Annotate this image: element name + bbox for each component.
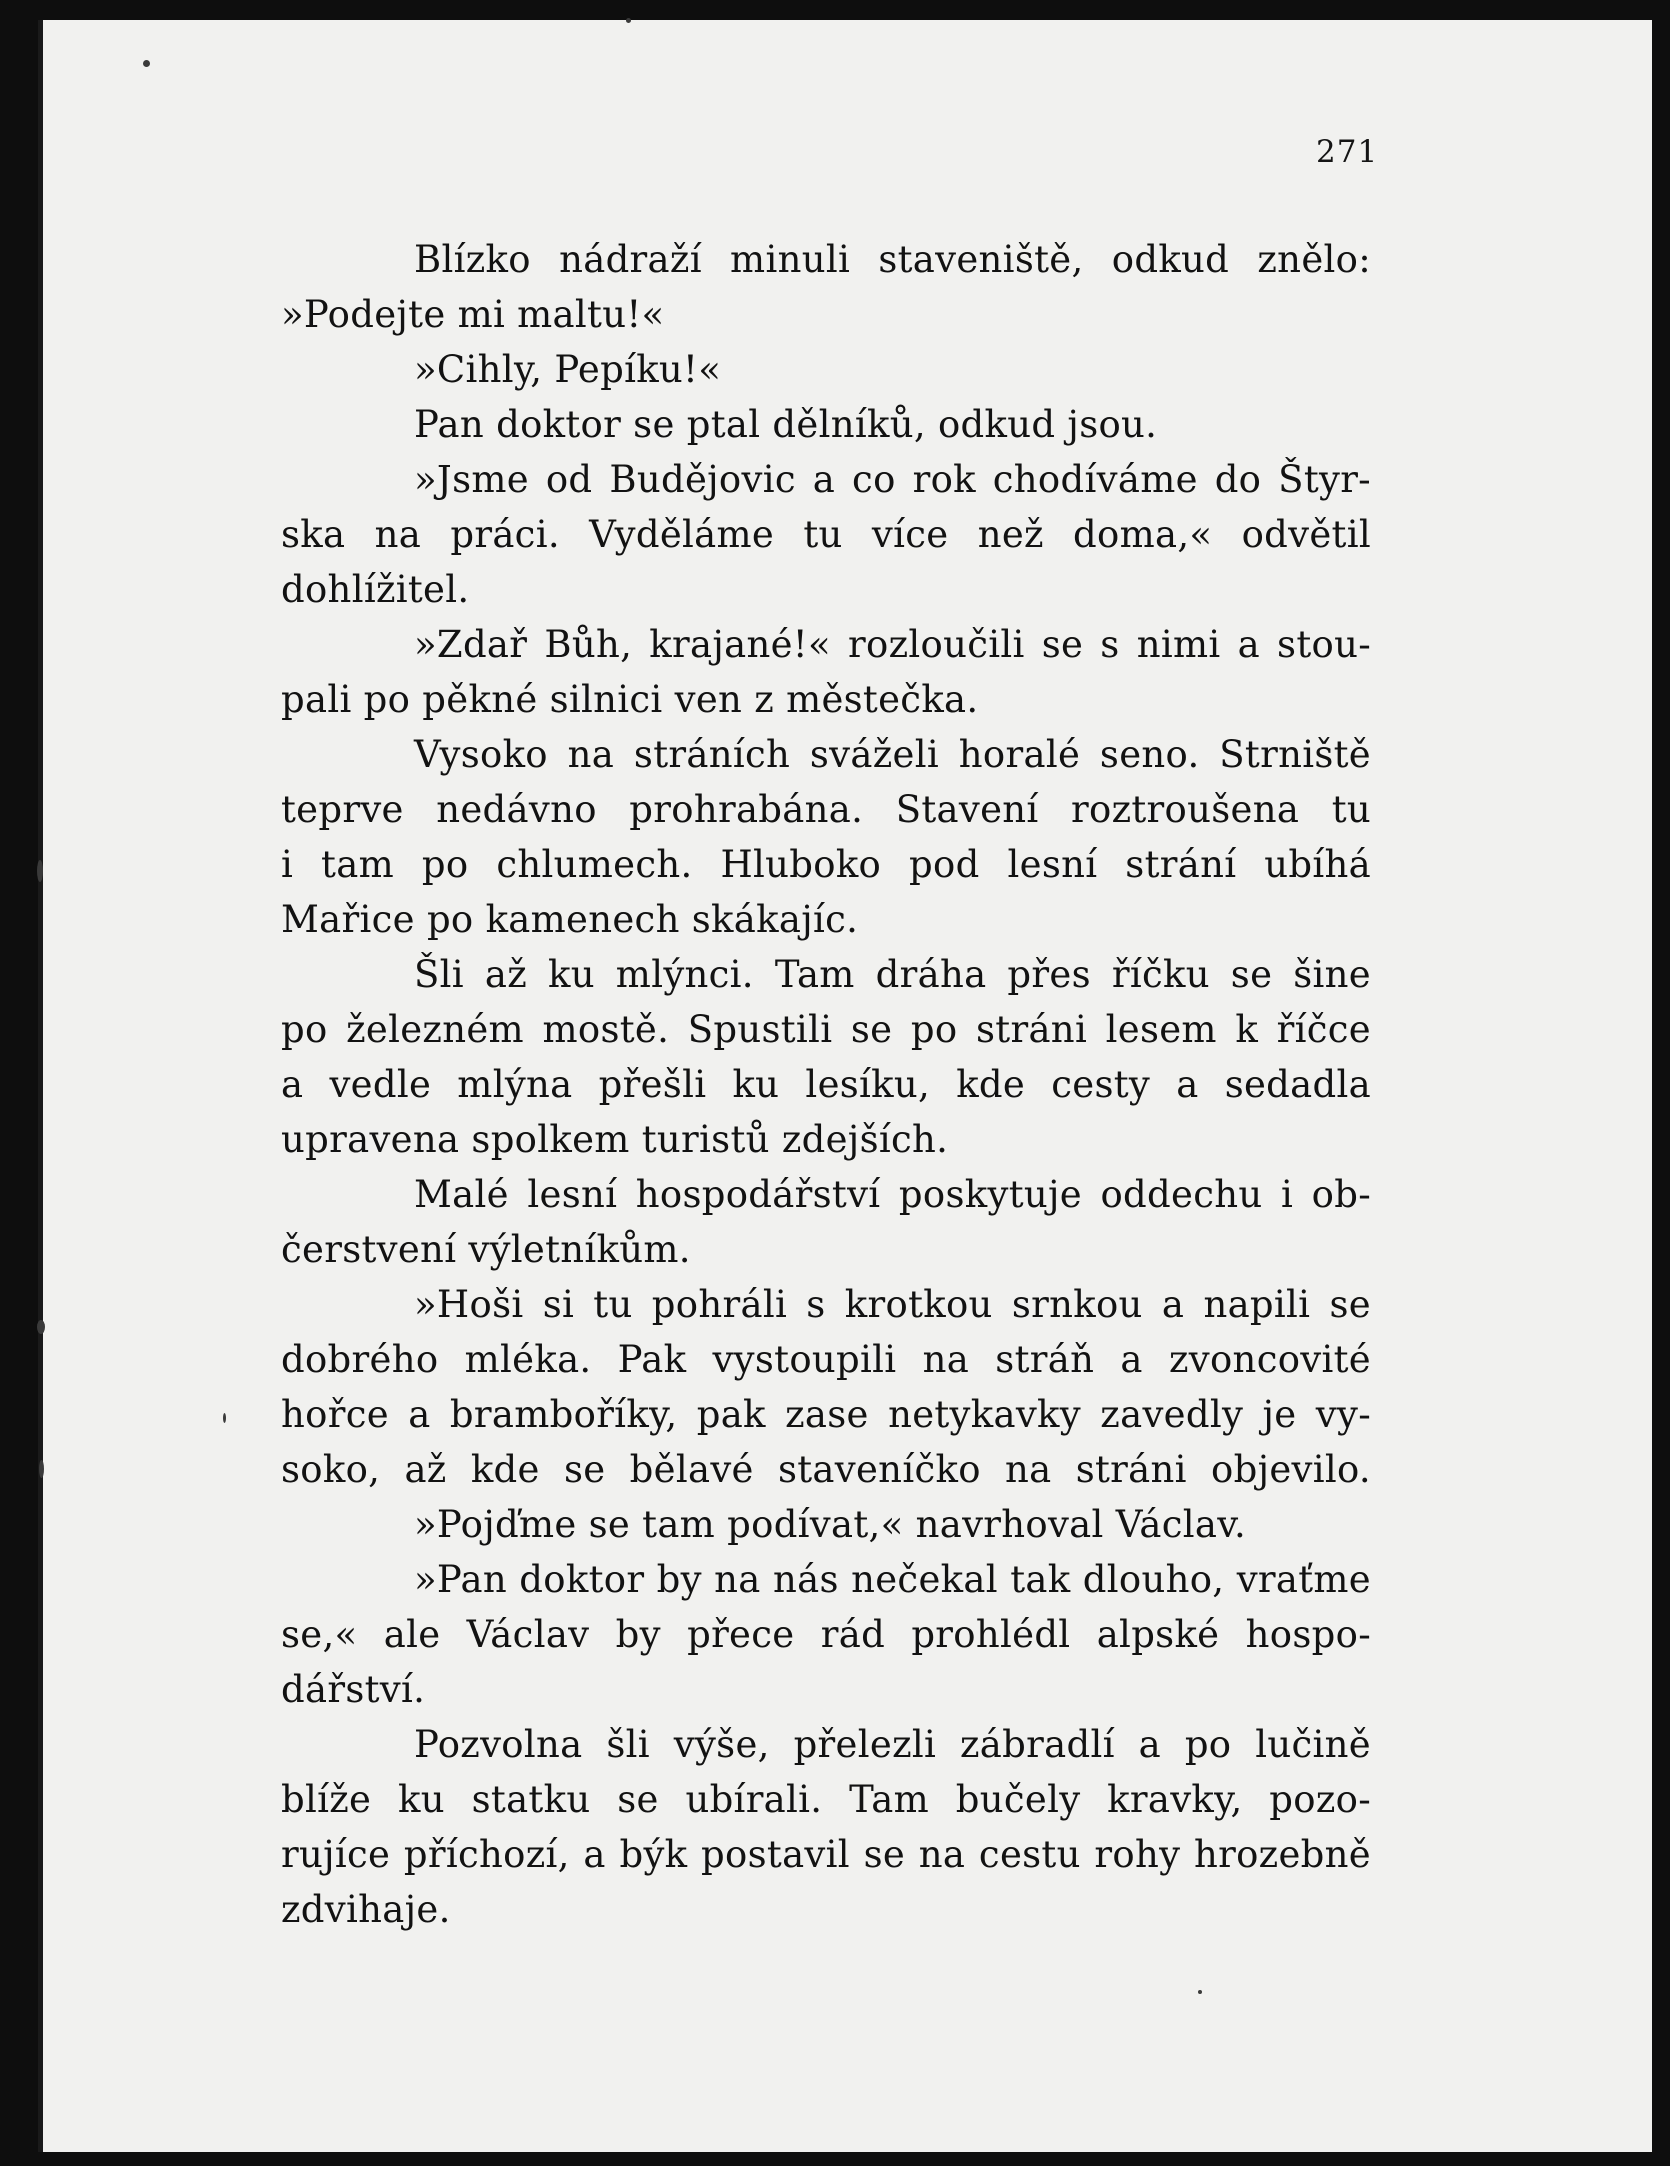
text-line: soko, až kde se bělavé staveníčko na stráni objevilo.: [281, 1448, 1371, 1491]
scan-speck: [1198, 1990, 1202, 1994]
text-line: a vedle mlýna přešli ku lesíku, kde cesty a sedadla: [281, 1063, 1371, 1106]
text-line: dobrého mléka. Pak vystoupili na stráň a zvoncovité: [281, 1338, 1371, 1381]
book-page: [38, 20, 1652, 2152]
text-line: čerstvení výletníkům.: [281, 1228, 691, 1271]
text-line: rujíce příchozí, a býk postavil se na cestu rohy hrozebně: [281, 1833, 1371, 1876]
page-number: 271: [1316, 134, 1379, 170]
text-line: dářství.: [281, 1668, 426, 1711]
text-line: ska na práci. Vyděláme tu více než doma,« odvětil: [281, 513, 1371, 556]
text-line: Šli až ku mlýnci. Tam dráha přes říčku se šine: [414, 953, 1371, 996]
scan-speck: [143, 60, 150, 67]
text-line: blíže ku statku se ubírali. Tam bučely kravky, pozo-: [281, 1778, 1371, 1821]
scan-speck: [223, 1413, 226, 1423]
scan-speck: [626, 18, 631, 23]
text-line: i tam po chlumech. Hluboko pod lesní strání ubíhá: [281, 843, 1371, 886]
text-line: dohlížitel.: [281, 568, 470, 611]
text-line: se,« ale Václav by přece rád prohlédl alpské hospo-: [281, 1613, 1371, 1656]
scan-speck: [37, 1320, 45, 1334]
text-line: »Pan doktor by na nás nečekal tak dlouho, vraťme: [414, 1558, 1371, 1601]
text-line: Blízko nádraží minuli staveniště, odkud znělo:: [414, 238, 1371, 281]
text-line: Mařice po kamenech skákajíc.: [281, 898, 859, 941]
text-line: Pan doktor se ptal dělníků, odkud jsou.: [414, 403, 1158, 446]
text-line: upravena spolkem turistů zdejších.: [281, 1118, 949, 1161]
text-line: »Cihly, Pepíku!«: [414, 348, 722, 391]
text-line: Vysoko na stráních sváželi horalé seno. Strniště: [414, 733, 1371, 776]
text-line: Pozvolna šli výše, přelezli zábradlí a po lučině: [414, 1723, 1371, 1766]
text-line: pali po pěkné silnici ven z městečka.: [281, 678, 979, 721]
text-line: »Podejte mi maltu!«: [281, 293, 665, 336]
text-line: hořce a bramboříky, pak zase netykavky zavedly je vy-: [281, 1393, 1371, 1436]
text-line: »Pojďme se tam podívat,« navrhoval Václav.: [414, 1503, 1247, 1546]
scan-speck: [39, 1460, 44, 1478]
text-line: »Jsme od Budějovic a co rok chodíváme do Štyr-: [414, 458, 1371, 501]
text-line: po železném mostě. Spustili se po stráni lesem k říčce: [281, 1008, 1371, 1051]
scan-speck: [37, 860, 43, 882]
text-line: »Zdař Bůh, krajané!« rozloučili se s nimi a stou-: [414, 623, 1371, 666]
text-line: Malé lesní hospodářství poskytuje oddechu i ob-: [414, 1173, 1371, 1216]
text-line: teprve nedávno prohrabána. Stavení roztroušena tu: [281, 788, 1371, 831]
text-line: »Hoši si tu pohráli s krotkou srnkou a napili se: [414, 1283, 1371, 1326]
text-line: zdvihaje.: [281, 1888, 451, 1931]
